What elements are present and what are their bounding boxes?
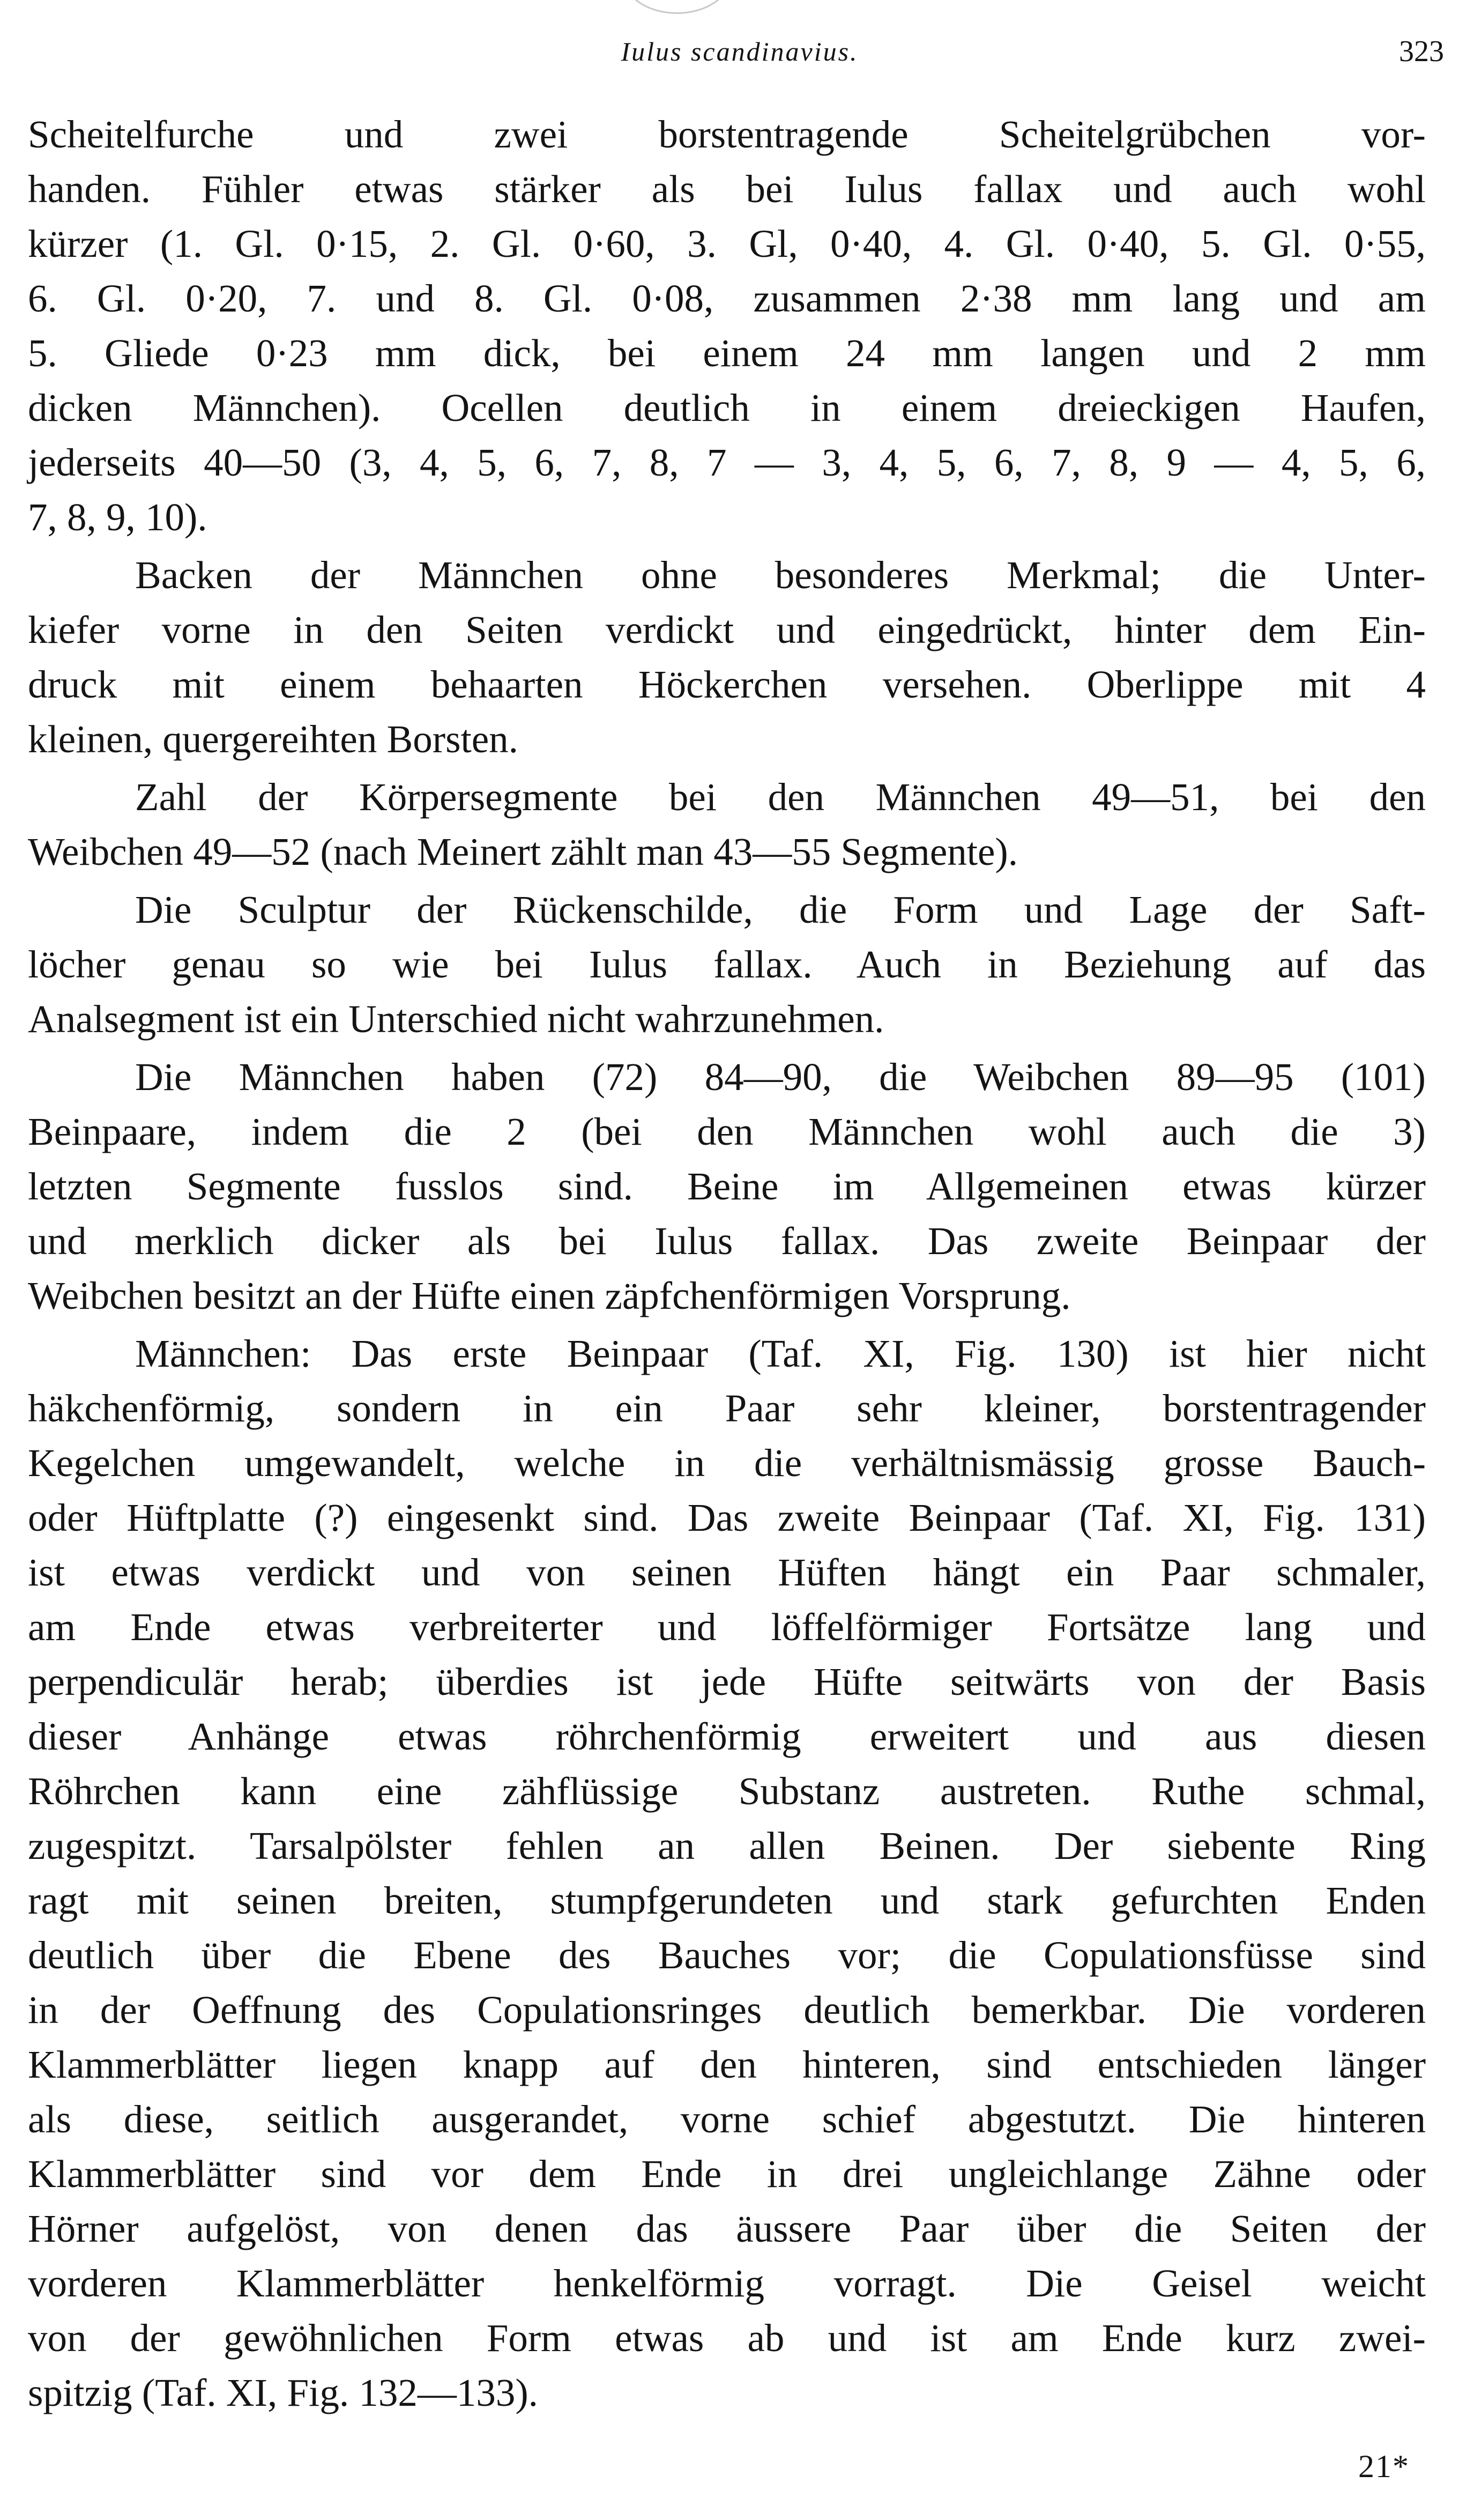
paragraph <box>28 107 1426 545</box>
signature-mark: 21* <box>1358 2449 1410 2484</box>
text-line: zugespitzt. Tarsalpölster fehlen an allen Beinen. Der siebente Ring <box>28 1824 1426 1867</box>
text-line: Backen der Männchen ohne besonderes Merkmal; die Unter- <box>135 553 1426 597</box>
text-line: Die Sculptur der Rückenschilde, die Form und Lage der Saft- <box>135 888 1426 931</box>
text-line: am Ende etwas verbreiterter und löffelförmiger Fortsätze lang und <box>28 1605 1426 1649</box>
text-line: Scheitelfurche und zwei borstentragende Scheitelgrübchen vor- <box>28 113 1426 156</box>
text-line: kürzer (1. Gl. 0·15, 2. Gl. 0·60, 3. Gl, 0·40, 4. Gl. 0·40, 5. Gl. 0·55, <box>28 222 1426 265</box>
text-line: Kegelchen umgewandelt, welche in die verhältnismässig grosse Bauch- <box>28 1441 1426 1485</box>
text-line: kiefer vorne in den Seiten verdickt und eingedrückt, hinter dem Ein- <box>28 608 1426 651</box>
text-line: Analsegment ist ein Unterschied nicht wahrzunehmen. <box>28 997 884 1041</box>
text-line: löcher genau so wie bei Iulus fallax. Auch in Beziehung auf das <box>28 943 1426 986</box>
text-line: handen. Fühler etwas stärker als bei Iulus fallax und auch wohl <box>28 167 1426 211</box>
paragraph <box>28 883 1426 1047</box>
page-number: 323 <box>1399 35 1444 68</box>
text-line: von der gewöhnlichen Form etwas ab und ist am Ende kurz zwei- <box>28 2316 1426 2360</box>
running-title: Iulus scandinavius. <box>621 36 859 66</box>
text-line: häkchenförmig, sondern in ein Paar sehr kleiner, borstentragender <box>28 1387 1426 1430</box>
paragraph <box>28 1050 1426 1323</box>
text-line: Klammerblätter sind vor dem Ende in drei ungleichlange Zähne oder <box>28 2152 1426 2196</box>
text-line: Männchen: Das erste Beinpaar (Taf. XI, Fig. 130) ist hier nicht <box>135 1332 1426 1375</box>
body-text <box>28 107 1426 2423</box>
text-line: deutlich über die Ebene des Bauches vor; die Copulationsfüsse sind <box>28 1933 1426 1977</box>
text-line: dieser Anhänge etwas röhrchenförmig erweitert und aus diesen <box>28 1715 1426 1758</box>
text-line: jederseits 40—50 (3, 4, 5, 6, 7, 8, 7 — 3, 4, 5, 6, 7, 8, 9 — 4, 5, 6, <box>28 441 1426 484</box>
text-line: oder Hüftplatte (?) eingesenkt sind. Das zweite Beinpaar (Taf. XI, Fig. 131) <box>28 1496 1426 1539</box>
text-line: druck mit einem behaarten Höckerchen versehen. Oberlippe mit 4 <box>28 663 1426 706</box>
text-line: ist etwas verdickt und von seinen Hüften hängt ein Paar schmaler, <box>28 1551 1426 1594</box>
text-line: Weibchen besitzt an der Hüfte einen zäpfchenförmigen Vorsprung. <box>28 1274 1071 1317</box>
paragraph <box>28 548 1426 767</box>
text-line: Beinpaare, indem die 2 (bei den Männchen wohl auch die 3) <box>28 1110 1426 1153</box>
text-line: 5. Gliede 0·23 mm dick, bei einem 24 mm langen und 2 mm <box>28 331 1426 375</box>
text-line: in der Oeffnung des Copulationsringes deutlich bemerkbar. Die vorderen <box>28 1988 1426 2032</box>
text-line: Röhrchen kann eine zähflüssige Substanz austreten. Ruthe schmal, <box>28 1769 1426 1813</box>
text-line: Zahl der Körpersegmente bei den Männchen 49—51, bei den <box>135 775 1426 819</box>
running-head <box>32 30 1447 73</box>
text-line: vorderen Klammerblätter henkelförmig vorragt. Die Geisel weicht <box>28 2262 1426 2305</box>
text-line: perpendiculär herab; überdies ist jede Hüfte seitwärts von der Basis <box>28 1660 1426 1703</box>
text-line: Die Männchen haben (72) 84—90, die Weibchen 89—95 (101) <box>135 1055 1426 1099</box>
text-line: Hörner aufgelöst, von denen das äussere Paar über die Seiten der <box>28 2207 1426 2250</box>
text-line: 7, 8, 9, 10). <box>28 495 207 539</box>
paragraph <box>28 770 1426 879</box>
text-line: 6. Gl. 0·20, 7. und 8. Gl. 0·08, zusammen 2·38 mm lang und am <box>28 277 1426 320</box>
text-line: Klammerblätter liegen knapp auf den hinteren, sind entschieden länger <box>28 2043 1426 2086</box>
text-line: spitzig (Taf. XI, Fig. 132—133). <box>28 2371 538 2414</box>
paragraph <box>28 1326 1426 2420</box>
text-line: und merklich dicker als bei Iulus fallax. Das zweite Beinpaar der <box>28 1219 1426 1263</box>
text-line: kleinen, quergereihten Borsten. <box>28 717 518 761</box>
text-line: dicken Männchen). Ocellen deutlich in einem dreieckigen Haufen, <box>28 386 1426 429</box>
text-line: Weibchen 49—52 (nach Meinert zählt man 43—55 Segmente). <box>28 830 1018 873</box>
scan-artifact-arc <box>622 0 732 14</box>
text-line: als diese, seitlich ausgerandet, vorne schief abgestutzt. Die hinteren <box>28 2097 1426 2141</box>
text-line: ragt mit seinen breiten, stumpfgerundeten und stark gefurchten Enden <box>28 1879 1426 1922</box>
text-line: letzten Segmente fusslos sind. Beine im Allgemeinen etwas kürzer <box>28 1165 1426 1208</box>
